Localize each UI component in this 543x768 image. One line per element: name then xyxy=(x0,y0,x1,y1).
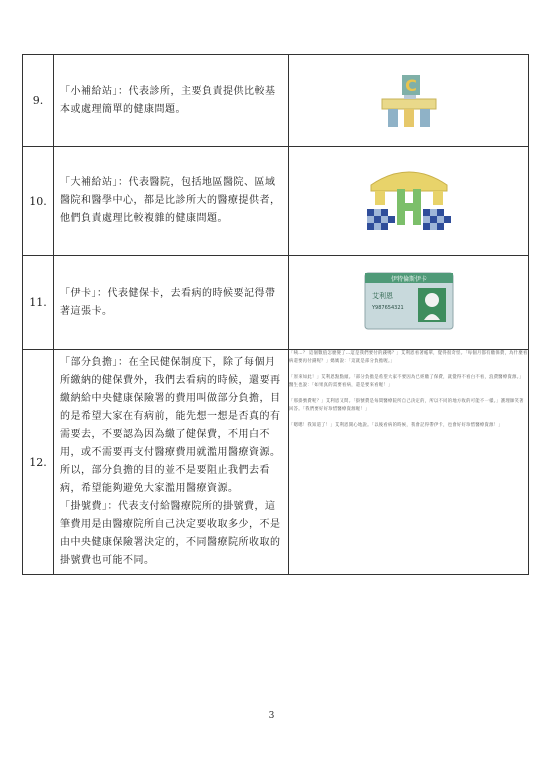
story-paragraph: 「咦…？ 這個數值怎麼變了…這是我們要付的錢嗎？」艾利恩看著帳單，覺得很奇怪。「每個月都有繳保費，為什麼看病還要再付錢呢？」媽媽說：「這就是部分負擔喔。」 xyxy=(289,351,528,364)
page-number: 3 xyxy=(268,711,275,721)
story-paragraph: 「原來如此！」艾利恩點點頭。「部分負擔是希望大家不要因為已經繳了保費，就覺得不看白不看，浪費醫療資源。」醫生也說：「如果真的需要看病，還是要來看喔！」 xyxy=(289,375,524,388)
card-header: 伊特倫斯伊卡 xyxy=(390,275,427,283)
copayment-text: 「部分負擔」：在全民健保制度下，除了每個月所繳納的健保費外，我們去看病的時候，還要再繳納給中央健康保險署的費用叫做部分負擔，目的是希望大家在有病前，能先想一想是否真的有需要去，不要認為因為繳了健保費，不用白不用，或不需要再支付醫療費用就濫用醫療資源。所以，部分負擔的目的並不是要阻止我們去看病，希望能夠避免大家濫用醫療資源。 xyxy=(60,357,281,494)
table-row xyxy=(23,147,529,256)
health-card-icon xyxy=(364,272,454,330)
story-text-panel xyxy=(289,350,529,575)
registration-fee-text: 「掛號費」：代表支付給醫療院所的掛號費，這筆費用是由醫療院所自己決定要收取多少，不是由中央健康保險署決定的，不同醫療院所收取的掛號費也可能不同。 xyxy=(60,501,281,566)
clinic-illustration xyxy=(289,55,529,147)
story-paragraph: 「嗯嗯！我知道了！」艾利恩開心地說。「以後看病的時候，我會記得帶伊卡，也會好好珍惜醫療資源！」 xyxy=(289,423,503,428)
row-description: 「大補給站」：代表醫院，包括地區醫院、區域醫院和醫學中心，都是比診所大的醫療提供者，他們負責處理比較複雜的健康問題。 xyxy=(54,147,289,256)
row-number: 10. xyxy=(23,147,54,256)
glossary-table xyxy=(22,54,529,575)
row-number: 12. xyxy=(23,350,54,575)
hospital-illustration xyxy=(289,147,529,256)
card-name: 艾利恩 xyxy=(371,291,393,300)
story-paragraph: 「那掛號費呢？」艾利恩又問。「掛號費是每間醫療院所自己決定的，所以不同的地方收的可能不一樣。」護理師笑著回答。「我們要好好珍惜醫療資源喔！」 xyxy=(289,399,524,412)
large-station-icon xyxy=(361,159,457,239)
small-station-icon xyxy=(374,67,444,131)
card-id: Y987654321 xyxy=(371,304,404,311)
row-number: 9. xyxy=(23,55,54,147)
table-row xyxy=(23,256,529,350)
table-row xyxy=(23,350,529,575)
row-description: 「小補給站」：代表診所，主要負責提供比較基本或處理簡單的健康問題。 xyxy=(54,55,289,147)
svg-text:C: C xyxy=(404,75,417,95)
table-row xyxy=(23,55,529,147)
health-card-illustration xyxy=(289,256,529,350)
row-number: 11. xyxy=(23,256,54,350)
row-description xyxy=(54,350,289,575)
row-description: 「伊卡」：代表健保卡，去看病的時候要記得帶著這張卡。 xyxy=(54,256,289,350)
